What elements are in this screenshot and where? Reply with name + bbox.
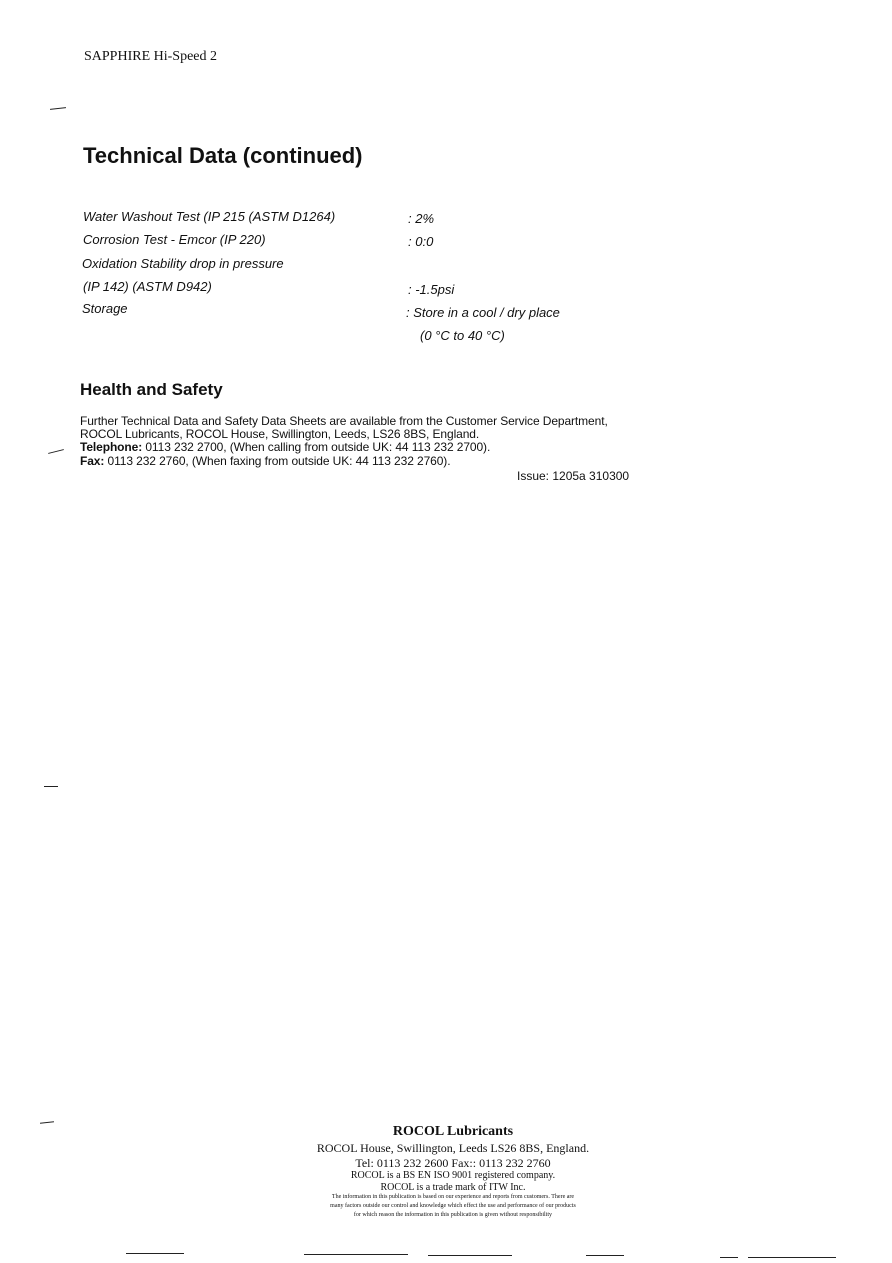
spec-value-water-washout: : 2% — [408, 211, 435, 226]
footer-company: ROCOL Lubricants — [392, 1124, 514, 1139]
health-line-2: ROCOL Lubricants, ROCOL House, Swillington, Leeds, LS26 8BS, England. — [80, 427, 480, 441]
fax-line — [80, 454, 450, 468]
scan-mark — [586, 1255, 624, 1256]
spec-label-corrosion: Corrosion Test - Emcor (IP 220) — [83, 232, 266, 247]
fax-label: Fax: — [80, 454, 105, 468]
scan-mark — [50, 107, 66, 110]
spec-label-storage: Storage — [82, 301, 128, 316]
scan-mark — [720, 1257, 738, 1258]
footer-address: ROCOL House, Swillington, Leeds LS26 8BS, England. — [316, 1141, 590, 1155]
scan-mark — [44, 786, 58, 787]
spec-label-oxidation-standard: (IP 142) (ASTM D942) — [83, 279, 212, 294]
telephone-line — [80, 440, 490, 454]
footer-iso: ROCOL is a BS EN ISO 9001 registered company. — [350, 1170, 556, 1181]
footer-disclaimer-3: for which reason the information in this publication is given without responsibility — [353, 1212, 553, 1218]
scan-mark — [304, 1254, 408, 1255]
footer-trademark: ROCOL is a trade mark of ITW Inc. — [380, 1182, 526, 1193]
telephone-label: Telephone: — [80, 440, 143, 454]
spec-value-corrosion: : 0:0 — [408, 234, 434, 249]
footer-disclaimer-2: many factors outside our control and knowledge which effect the use and performance of our products — [330, 1203, 576, 1209]
scan-mark — [126, 1253, 184, 1254]
spec-label-water-washout: Water Washout Test (IP 215 (ASTM D1264) — [83, 209, 336, 224]
issue-number: Issue: 1205a 310300 — [517, 469, 630, 483]
spec-label-oxidation: Oxidation Stability drop in pressure — [82, 256, 284, 271]
scan-mark — [48, 449, 64, 454]
health-safety-title: Health and Safety — [80, 380, 223, 399]
scan-mark — [748, 1257, 836, 1258]
telephone-text: 0113 232 2700, (When calling from outside UK: 44 113 232 2700). — [142, 440, 491, 454]
document-name: SAPPHIRE Hi-Speed 2 — [84, 49, 218, 64]
spec-value-storage: : Store in a cool / dry place — [406, 305, 560, 320]
section-title: Technical Data (continued) — [83, 143, 363, 168]
footer-disclaimer-1: The information in this publication is based on our experience and reports from customers. There are — [331, 1194, 575, 1200]
fax-text: 0113 232 2760, (When faxing from outside UK: 44 113 232 2760). — [104, 454, 451, 468]
spec-value-storage-range: (0 °C to 40 °C) — [420, 328, 505, 343]
scan-mark — [428, 1255, 512, 1256]
footer-contact: Tel: 0113 232 2600 Fax:: 0113 232 2760 — [355, 1156, 551, 1170]
health-line-1: Further Technical Data and Safety Data Sheets are available from the Customer Service Department, — [80, 414, 608, 428]
spec-value-oxidation: : -1.5psi — [408, 282, 455, 297]
